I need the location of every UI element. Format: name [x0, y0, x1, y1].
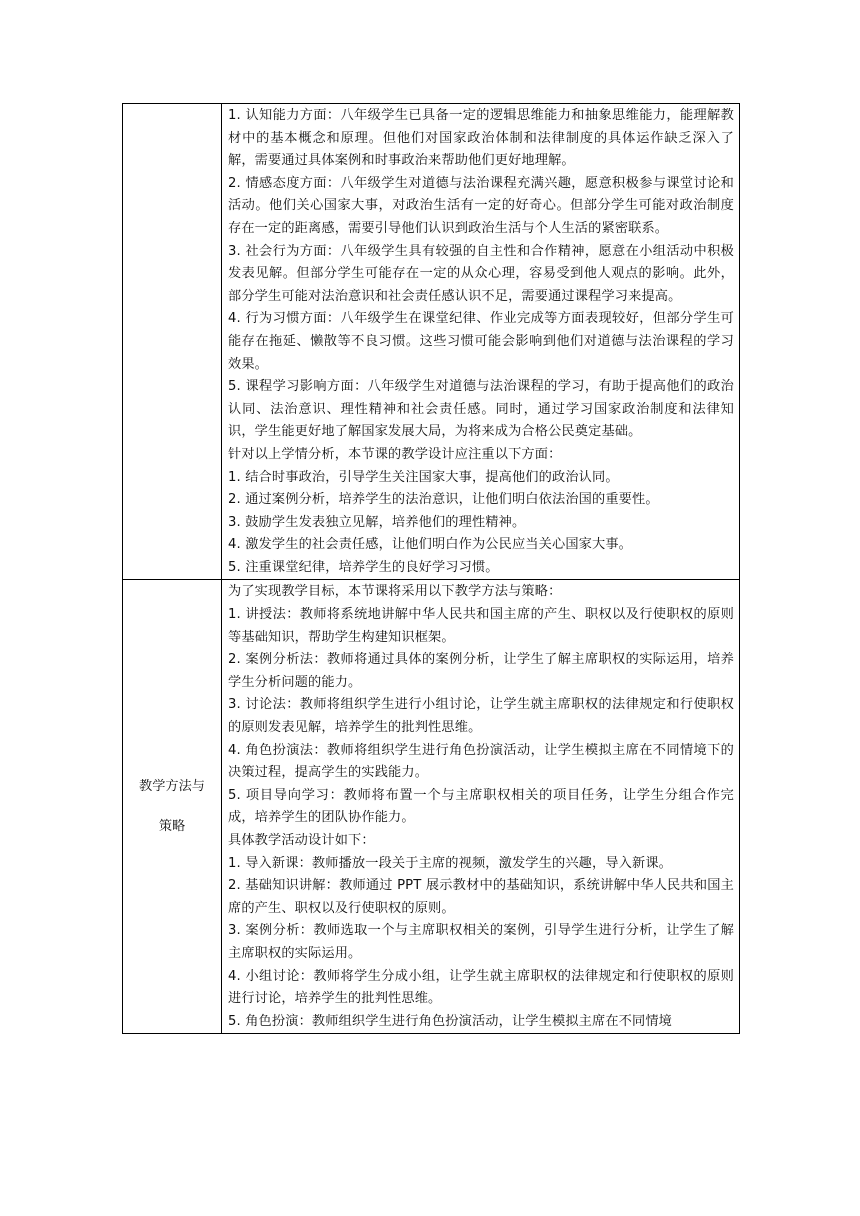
content-paragraph: 2. 情感态度方面：八年级学生对道德与法治课程充满兴趣，愿意积极参与课堂讨论和活动。他们关心国家大事，对政治生活有一定的好奇心。但部分学生可能对政治制度存在一定的距离感，需要引导他们认识到政治生活与个人生活的紧密联系。: [228, 175, 734, 236]
cell-content: [222, 104, 739, 579]
content-paragraph: 3. 社会行为方面：八年级学生具有较强的自主性和合作精神，愿意在小组活动中积极发表见解。但部分学生可能存在一定的从众心理，容易受到他人观点的影响。此外，部分学生可能对法治意识和社会责任感认识不足，需要通过课程学习来提高。: [228, 243, 734, 304]
row-content-cell: [222, 104, 740, 580]
content-paragraph: 2. 通过案例分析，培养学生的法治意识，让他们明白依法治国的重要性。: [228, 492, 659, 508]
content-paragraph: 3. 案例分析：教师选取一个与主席职权相关的案例，引导学生进行分析，让学生了解主席职权的实际运用。: [228, 923, 734, 961]
table-row: [123, 104, 740, 580]
content-paragraph: 针对以上学情分析，本节课的教学设计应注重以下方面：: [228, 446, 562, 462]
content-paragraph: 4. 行为习惯方面：八年级学生在课堂纪律、作业完成等方面表现较好，但部分学生可能存在拖延、懒散等不良习惯。这些习惯可能会影响到他们对道德与法治课程的学习效果。: [228, 311, 734, 372]
content-paragraph: 1. 结合时事政治，引导学生关注国家大事，提高他们的政治认同。: [228, 469, 619, 485]
row-label-cell: [123, 104, 222, 580]
content-paragraph: 5. 角色扮演：教师组织学生进行角色扮演活动，让学生模拟主席在不同情境: [228, 1013, 673, 1029]
content-paragraph: 5. 项目导向学习：教师将布置一个与主席职权相关的项目任务，让学生分组合作完成，培养学生的团队协作能力。: [228, 787, 734, 826]
content-paragraph: 1. 认知能力方面：八年级学生已具备一定的逻辑思维能力和抽象思维能力，能理解教材中的基本概念和原理。但他们对国家政治体制和法律制度的具体运作缺乏深入了解，需要通过具体案例和时事政治来帮助他们更好地理解。: [228, 108, 734, 169]
table-body: [123, 104, 740, 1034]
content-paragraph: 4. 激发学生的社会责任感，让他们明白作为公民应当关心国家大事。: [228, 537, 633, 553]
cell-content: [222, 580, 739, 1033]
content-paragraph: 1. 讲授法：教师将系统地讲解中华人民共和国主席的产生、职权以及行使职权的原则等基础知识，帮助学生构建知识框架。: [228, 607, 734, 645]
content-paragraph: 3. 鼓励学生发表独立见解，培养他们的理性精神。: [228, 514, 526, 530]
content-paragraph: 4. 小组讨论：教师将学生分成小组，让学生就主席职权的法律规定和行使职权的原则进行讨论，培养学生的批判性思维。: [228, 968, 734, 1007]
content-paragraph: 5. 注重课堂纪律，培养学生的良好学习习惯。: [228, 559, 499, 575]
content-paragraph: 2. 案例分析法：教师将通过具体的案例分析，让学生了解主席职权的实际运用，培养学生分析问题的能力。: [228, 652, 734, 690]
content-paragraph: 1. 导入新课：教师播放一段关于主席的视频，激发学生的兴趣，导入新课。: [228, 855, 673, 871]
content-paragraph: 具体教学活动设计如下：: [228, 833, 375, 848]
content-paragraph: 3. 讨论法：教师将组织学生进行小组讨论，让学生就主席职权的法律规定和行使职权的原则发表见解，培养学生的批判性思维。: [228, 697, 734, 736]
table-row: [123, 580, 740, 1034]
row-label-text: 策略: [158, 818, 186, 834]
row-label-text: 教学方法与: [139, 778, 205, 794]
content-paragraph: 4. 角色扮演法：教师将组织学生进行角色扮演活动，让学生模拟主席在不同情境下的决策过程，提高学生的实践能力。: [228, 742, 734, 781]
row-content-cell: [222, 580, 740, 1034]
content-paragraph: 2. 基础知识讲解：教师通过 PPT 展示教材中的基础知识，系统讲解中华人民共和国主席的产生、职权以及行使职权的原则。: [228, 878, 734, 916]
lesson-plan-table: [122, 103, 740, 1034]
content-paragraph: 5. 课程学习影响方面：八年级学生对道德与法治课程的学习，有助于提高他们的政治认同、法治意识、理性精神和社会责任感。同时，通过学习国家政治制度和法律知识，学生能更好地了解国家发展大局，为将来成为合格公民奠定基础。: [228, 379, 734, 440]
content-paragraph: 为了实现教学目标，本节课将采用以下教学方法与策略：: [228, 584, 562, 600]
row-label-cell: [123, 580, 222, 1034]
